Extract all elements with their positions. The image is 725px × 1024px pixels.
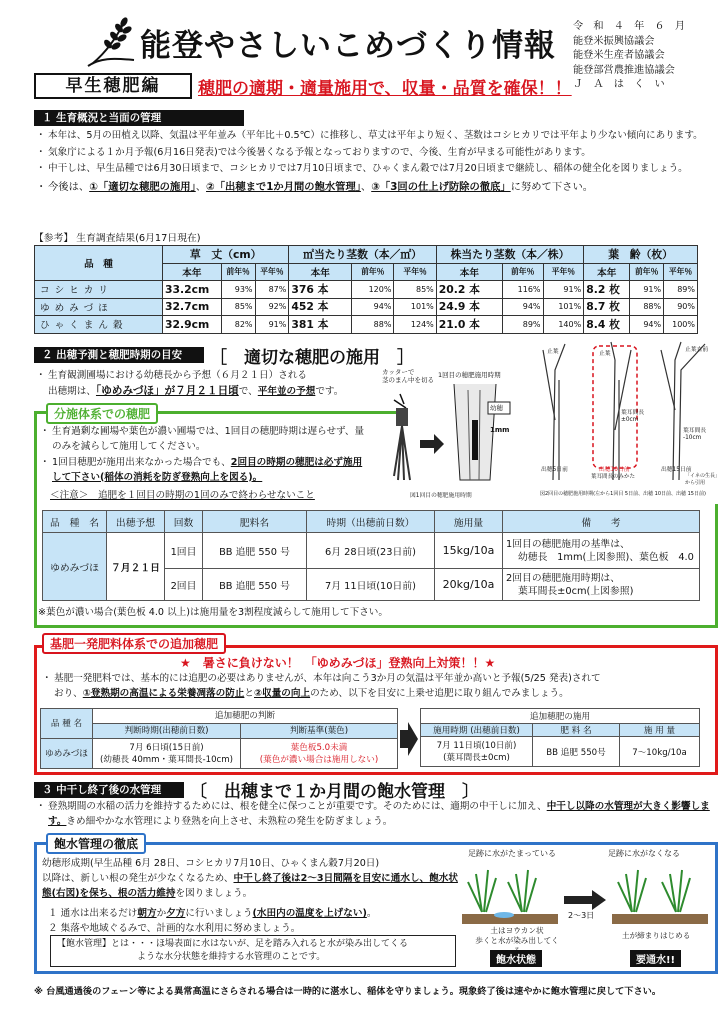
section-1-heading: １ 生育概況と当面の管理: [34, 110, 244, 126]
issue-date: 令 和 ４ 年 ６ 月: [573, 21, 686, 32]
col-leaf-age: 葉 齢（枚）: [584, 246, 698, 264]
page-title: 能登やさしいこめづくり情報: [140, 28, 556, 64]
basal-fertilizer-text: ・ 基肥一発肥料では、基本的には追肥の必要はありませんが、本年は向こう3か月の気温は平年並か高いと予報(5/25 発表)されて おり、①登熟期の高温による栄養凋落の防止と②収量の向上のため、以下を目安に上乗せ追肥に取り組んでみましょう。: [42, 672, 712, 701]
sub-this-year: 本年: [163, 263, 222, 281]
table-row: ゆめみづほ ７月２１日 1回目 BB 追肥 550 号 6月 28日頃(23日前) 15kg/10a 1回目の穂肥施用の基準は、 幼穂長 1mm(上図参照)、葉色板 4.0: [43, 533, 700, 569]
sub-prev-year: 前年％: [630, 263, 664, 281]
org-name: 能登部営農推進協議会: [573, 64, 675, 76]
caution-note: ＜注意＞ 追肥を１回目の時期の1回のみで終わらせないこと: [50, 490, 315, 501]
sub-prev-year: 前年％: [221, 263, 255, 281]
edition-badge: 早生穂肥編: [34, 73, 192, 99]
figure-2-caption: 図2回目の穂肥施用時期(左から1回目 5日前、出穂 10日前、出穂 15日前): [540, 491, 706, 497]
sub-this-year: 本年: [584, 263, 630, 281]
table-row: 7月 11日頃(10日前) (葉耳間長±0cm) BB 追肥 550号 7〜10kg/10a: [421, 737, 700, 767]
col-stems-per-hill: 株当たり茎数（本／株）: [436, 246, 583, 264]
table-row: ゆめみづほ 7月 6日頃(15日前) (幼穂長 40mm・葉耳間長-10cm) 葉色板5.0未満 (葉色が濃い場合は施用しない): [41, 739, 398, 769]
slogan: 穂肥の適期・適量施用で、収量・品質を確保！！: [198, 79, 572, 99]
sub-this-year: 本年: [436, 263, 502, 281]
arrow-right-icon: [400, 722, 418, 756]
sub-normal-year: 平年％: [543, 263, 584, 281]
saturated-state-tag: 飽水状態: [490, 950, 542, 967]
figure-auricle-distance: 止葉 止葉 止葉直前 葉耳間長 ±0cm 葉耳間長 -10cm 出穂5日前 出穂10日前 出穂15日前 葉耳間長のみかた 「イネの生長」から引用: [535, 340, 721, 490]
org-name: 能登米振興協議会: [573, 35, 655, 47]
additional-fertilizer-judge-table: 品 種 名 追加穂肥の判断 判断時期(出穂前日数) 判断基準(葉色) ゆめみづほ 7月 6日頃(15日前) (幼穂長 40mm・葉耳間長-10cm) 葉色板5.0未満 (葉色が濃い場合は施用しない): [40, 708, 398, 769]
figure-1-caption: 図1回目の穂肥施用時期: [410, 493, 472, 499]
split-fertilizer-label: 分施体系での穂肥: [46, 403, 158, 424]
rice-plant-icon: [86, 14, 138, 68]
water-state-figure: 足跡に水がたまっている 足跡に水がなくなる 2〜3日 土はヨウカン状 歩くと水が染み出してく 土が締まりはじめる 飽水状態 要通水!!: [462, 848, 712, 972]
section-3-heading: ３ 中干し終了後の水管理: [34, 782, 184, 798]
bullet: ・ 本年は、5月の田植え以降、気温は平年並み（平年比＋0.5℃）に推移し、草丈は平年より短く、茎数はコシヒカリでは平年より少ない傾向にあります。: [36, 129, 704, 144]
sub-normal-year: 平年％: [664, 263, 698, 281]
section-2-tag: ［ 適切な穂肥の施用 ］: [210, 348, 414, 368]
section-3-tag: 〔 出穂まで１か月間の飽水管理 〕: [190, 782, 479, 802]
survey-table: [34, 245, 698, 334]
col-variety: 品 種: [35, 246, 163, 281]
split-fertilizer-text: ・ 生育過剰な圃場や葉色が濃い圃場では、1回目の穂肥時期は遅らせず、量のみを減らして施用してください。 ・ 1回目穂肥が施用出来なかった場合でも、2回目の時期の穂肥は必ず施用して下さい(稲体の消耗を防ぎ登熟向上を図る)。 ＜注意＞ 追肥を１回目の時期の1回のみで終わらせないこと: [40, 425, 370, 501]
bullet: ・ 中干しは、早生品種では6月30日頃まで、コシヒカリでは7月10日頃まで、ひゃくまん穀では7月20日頃まで継続し、稲体の健全化を図りましょう。: [36, 162, 704, 177]
footer-note: ※ 台風通過後のフェーン等による異常高温にさらされる場合は一時的に湛水し、稲体を守りましょう。現象終了後は速やかに飽水管理に戻して下さい。: [34, 986, 662, 997]
water-management-text: 幼穂形成期(早生品種 6月 28日、コシヒカリ7月10日、ひゃくまん穀7月20日) 以降は、新しい根の発生が少なくなるため、中干し終了後は2〜3日間隔を目安に通水し、飽水状態(右図)を保ち、根の活力維持を図りましょう。 １ 通水は出来るだけ朝方か夕方に行いましょう(水田内の温度を上げない)。 ２ 集落や地域ぐるみで、計画的な水利用に努めましょう。: [42, 858, 458, 934]
schedule-footnote: ※葉色が濃い場合(葉色板 4.0 以上)は施用量を3割程度減らして施用して下さい。: [38, 607, 388, 618]
section-2-heading: ２ 出穂予測と穂肥時期の目安: [34, 347, 204, 363]
table-row: コシヒカリ 33.2cm 93% 87% 376 本 120% 85% 20.2 本 116% 91% 8.2 枚 91% 89%: [35, 281, 698, 299]
basal-fertilizer-label: 基肥一発肥料体系での追加穂肥: [42, 633, 226, 654]
organization-list: [573, 20, 721, 93]
section-2-intro: ・ 生育観測圃場における幼穂長から予想（６月２１日）される 出穂期は、「ゆめみづほ」が７月２１日頃で、平年並の予想です。: [36, 369, 411, 399]
col-stems-per-m2: ㎡当たり茎数（本／㎡）: [289, 246, 436, 264]
figure-panicle-length: カッターで 茎のまん中を切る 1回目の穂肥施用時期 幼穂 1mm: [380, 368, 530, 496]
org-name: 能登米生産者協議会: [573, 50, 665, 61]
survey-caption: 【参考】 生育調査結果(6月17日現在): [34, 233, 201, 244]
bullet: ・ 気象庁による１か月予報(6月16日発表)では今後暑くなる予報となっておりますので、今後、生育が早まる可能性があります。: [36, 146, 704, 161]
sub-this-year: 本年: [289, 263, 352, 281]
rice-stem-cut-illustration: [380, 380, 530, 492]
org-name: Ｊ Ａ は く い: [573, 79, 665, 90]
additional-fertilizer-apply-table: 追加穂肥の施用 施用時期 (出穂前日数) 肥 料 名 施 用 量 7月 11日頃(10日前) (葉耳間長±0cm) BB 追肥 550号 7〜10kg/10a: [420, 708, 700, 767]
needs-water-tag: 要通水!!: [630, 950, 681, 967]
col-plant-height: 草 丈（cm）: [163, 246, 289, 264]
table-row: ゆめみづほ 32.7cm 85% 92% 452 本 94% 101% 24.9 本 94% 101% 8.7 枚 88% 90%: [35, 298, 698, 316]
water-management-label: 飽水管理の徹底: [46, 833, 146, 854]
sub-prev-year: 前年％: [502, 263, 543, 281]
section-1-body: [36, 129, 704, 194]
definition-box: 【飽水管理】とは・・・ほ場表面に水はないが、足を踏み入れると水が染み出してくる ような水分状態を維持する水管理のことです。: [50, 935, 456, 967]
heat-countermeasure-slogan: ★ 暑さに負けない！ 「ゆめみづほ」登熟向上対策！！★: [180, 656, 496, 670]
table-row: ひゃくまん穀 32.9cm 82% 91% 381 本 88% 124% 21.0 本 89% 140% 8.4 枚 94% 100%: [35, 316, 698, 334]
table-row: 2回目 BB 追肥 550 号 7月 11日頃(10日前) 20kg/10a 2回目の穂肥施用時期は、 葉耳間長±0cm(上図参照): [43, 569, 700, 601]
sub-prev-year: 前年％: [352, 263, 394, 281]
bullet-key-points: ・ 今後は、①「適切な穂肥の施用」、②「出穂まで1か月間の飽水管理」、③「3回の仕上げ防除の徹底」に努めて下さい。: [36, 180, 704, 195]
section-3-intro: ・ 登熟期間の水稲の活力を維持するためには、根を健全に保つことが重要です。そのためには、適期の中干しに加え、中干し以降の水管理が大きく影響します。きめ細やかな水管理により登熟を向上させ、未熟粒の発生を防ぎましょう。: [36, 800, 716, 829]
fertilizer-schedule-table: 品 種 名 出穂予想 回数 肥料名 時期（出穂前日数） 施用量 備 考 ゆめみづほ ７月２１日 1回目 BB 追肥 550 号 6月 28日頃(23日前) 15kg/10a 1回目の穂肥施用の基準は、 幼穂長 1mm(上図参照)、葉色板 4.0 2回目 BB 追肥 550 号 7月 11日頃(10日前) 20kg/10a 2回目の穂肥施用時期は、 葉耳間長±0cm(上図参照): [42, 510, 700, 601]
sub-normal-year: 平年％: [255, 263, 289, 281]
sub-normal-year: 平年％: [394, 263, 436, 281]
